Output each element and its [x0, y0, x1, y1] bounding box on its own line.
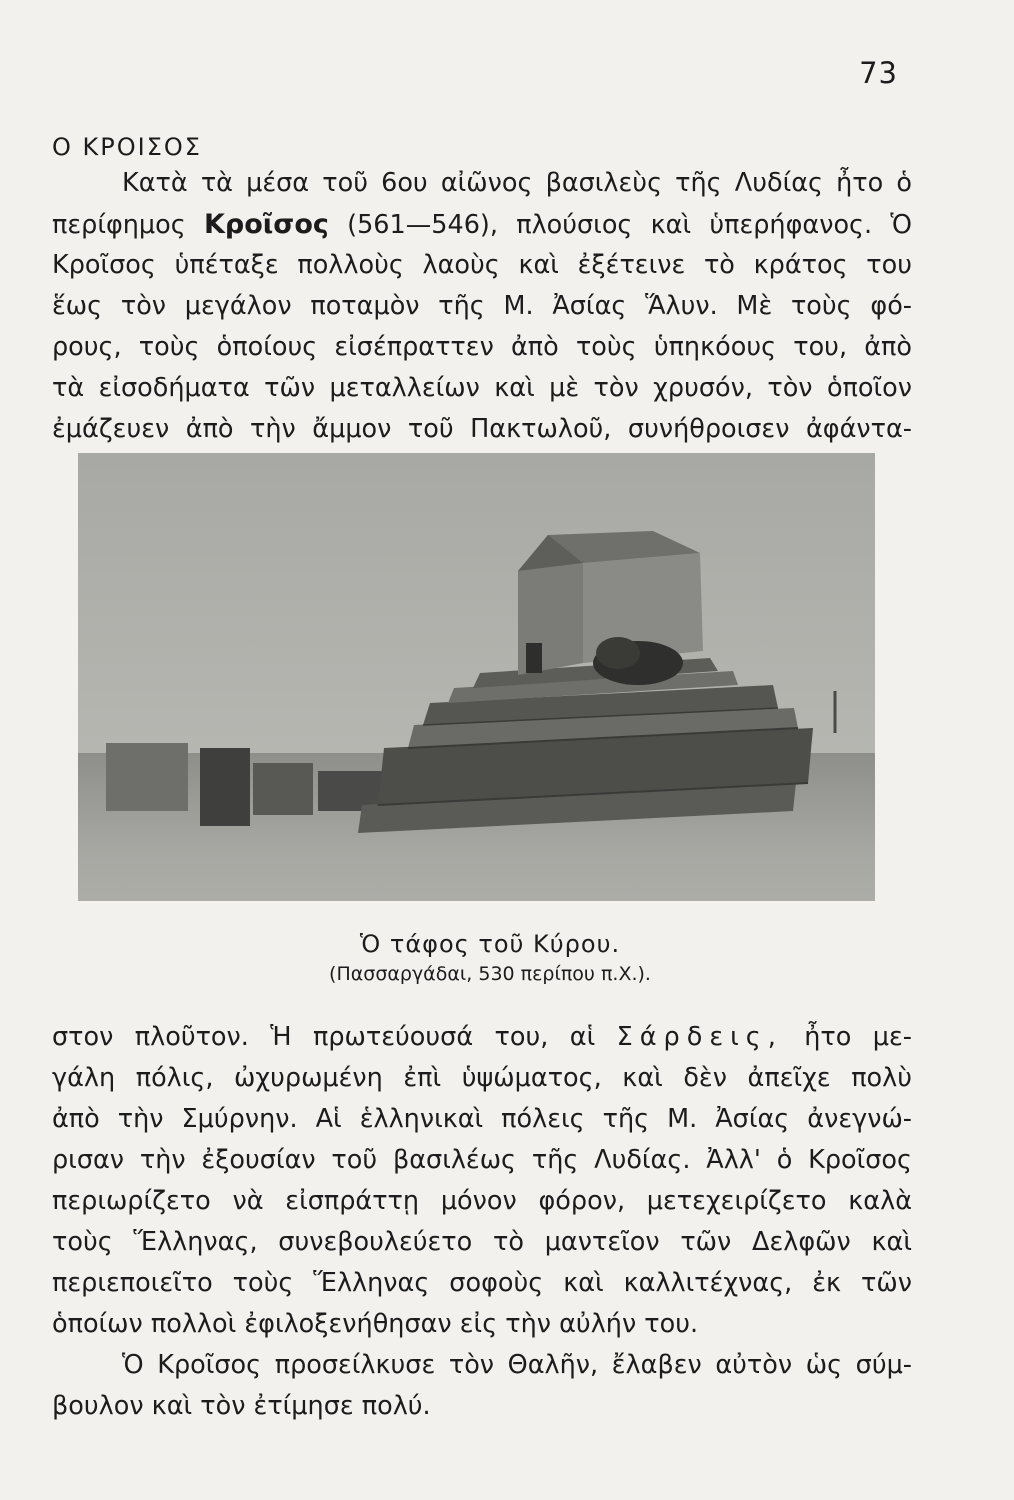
text-line: Κατὰ τὰ μέσα τοῦ 6ου αἰῶνος βασιλεὺς τῆς Λυδίας ἦτο ὁ	[122, 168, 912, 198]
text-line	[52, 1017, 912, 1058]
text-line: ἐμάζευεν ἀπὸ τὴν ἄμμον τοῦ Πακτωλοῦ, συνήθροισεν ἀφάντα-	[52, 414, 912, 444]
spaced-name-sardeis: Σάρδεις,	[616, 1022, 783, 1052]
text-line: περιεποιεῖτο τοὺς Ἕλληνας σοφοὺς καὶ καλλιτέχνας, ἐκ τῶν	[52, 1268, 912, 1298]
paragraph-2	[52, 1017, 912, 1427]
text-line: ρους, τοὺς ὁποίους εἰσέπραττεν ἀπὸ τοὺς ὑπηκόους του, ἀπὸ	[52, 332, 912, 362]
text-line: Ὁ Κροῖσος προσείλκυσε τὸν Θαλῆν, ἔλαβεν αὐτὸν ὡς σύμ-	[122, 1350, 912, 1380]
caption-title: Ὁ τάφος τοῦ Κύρου.	[359, 930, 621, 958]
text-line: βουλον καὶ τὸν ἐτίμησε πολύ.	[52, 1391, 431, 1421]
text-span: (561—546), πλούσιος καὶ ὑπερήφανος. Ὁ	[328, 210, 912, 240]
page-number: 73	[859, 56, 898, 90]
text-line: γάλη πόλις, ὠχυρωμένη ἐπὶ ὑψώματος, καὶ δὲν ἀπεῖχε πολὺ	[52, 1063, 912, 1093]
figure-caption	[180, 928, 800, 988]
tomb-photograph	[78, 453, 875, 901]
paragraph-1	[52, 163, 912, 450]
text-line: τὰ εἰσοδήματα τῶν μεταλλείων καὶ μὲ τὸν χρυσόν, τὸν ὁποῖον	[52, 373, 912, 403]
text-span: περίφημος	[52, 210, 204, 240]
text-line: ἕως τὸν μεγάλον ποταμὸν τῆς Μ. Ἀσίας Ἅλυν. Μὲ τοὺς φό-	[52, 291, 912, 321]
text-line: ἀπὸ τὴν Σμύρνην. Αἱ ἑλληνικαὶ πόλεις τῆς Μ. Ἀσίας ἀνεγνώ-	[52, 1104, 912, 1134]
caption-subtitle: (Πασσαργάδαι, 530 περίπου π.Χ.).	[329, 963, 651, 985]
text-line: Κροῖσος ὑπέταξε πολλοὺς λαοὺς καὶ ἐξέτεινε τὸ κράτος του	[52, 250, 912, 280]
text-line	[52, 204, 912, 245]
text-line: ρισαν τὴν ἐξουσίαν τοῦ βασιλέως τῆς Λυδίας. Ἀλλ' ὁ Κροῖσος	[52, 1145, 912, 1175]
tomb-illustration	[78, 453, 875, 901]
text-line: περιωρίζετο νὰ εἰσπράττῃ μόνον φόρον, μετεχειρίζετο καλὰ	[52, 1186, 912, 1216]
text-line: ὁποίων πολλοὶ ἐφιλοξενήθησαν εἰς τὴν αὐλήν του.	[52, 1309, 699, 1339]
text-span: στον πλοῦτον. Ἡ πρωτεύουσά του, αἱ	[52, 1022, 617, 1052]
text-span: ἦτο με-	[782, 1022, 912, 1052]
section-title: Ο ΚΡΟΙΣΟΣ	[52, 133, 202, 161]
text-line: τοὺς Ἕλληνας, συνεβουλεύετο τὸ μαντεῖον τῶν Δελφῶν καὶ	[52, 1227, 912, 1257]
bold-name-kroisos: Κροῖσος	[203, 209, 329, 240]
